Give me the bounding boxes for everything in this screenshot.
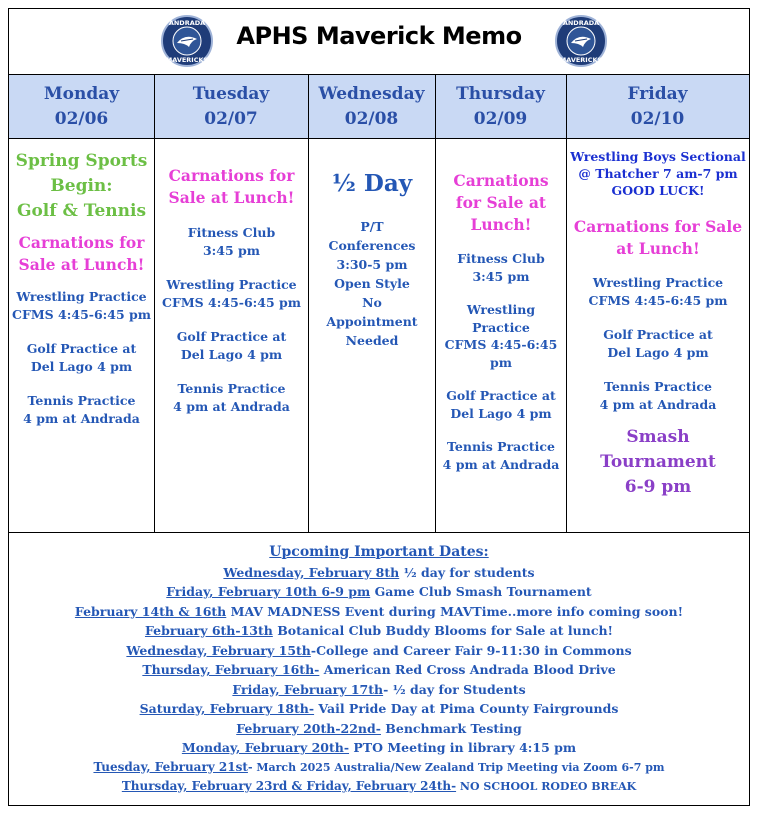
wrestling-practice [589, 274, 728, 309]
day-name: Monday [43, 83, 120, 104]
day-column-wednesday [309, 140, 435, 530]
text-line: Begin: [50, 176, 113, 196]
text-line: Carnations [453, 171, 549, 190]
spring-sports-notice [16, 149, 148, 224]
event-text: -College and Career Fair 9-11:30 in Commons [310, 642, 632, 658]
text-line: Tennis Practice [27, 393, 136, 408]
event-date: Tuesday, February 21st [93, 759, 248, 774]
text-line: Appointment [326, 314, 418, 329]
golf-practice [603, 326, 713, 361]
event-date: Friday, February 10th 6-9 pm [166, 584, 371, 599]
wrestling-practice [12, 288, 151, 323]
text-line: Wrestling Practice [166, 277, 297, 292]
text-line: 4 pm at Andrada [599, 396, 717, 412]
text-line: Sale at Lunch! [18, 255, 145, 274]
text-line: GOOD LUCK! [611, 183, 705, 198]
day-header-monday [9, 75, 154, 138]
text-line: Tennis Practice [177, 381, 286, 396]
upcoming-dates-section [9, 532, 749, 806]
event-text: - March 2025 Australia/New Zealand Trip Meeting via Zoom 6-7 pm [247, 760, 665, 774]
event-date: February 6th-13th [144, 623, 273, 638]
day-name: Thursday [456, 83, 545, 104]
text-line: Golf Practice at [26, 341, 137, 356]
text-line: for Sale at [455, 193, 547, 212]
memo-frame [8, 8, 750, 806]
text-line: Carnations for Sale [573, 217, 743, 236]
day-header-friday [566, 75, 749, 138]
upcoming-date-item [9, 777, 749, 797]
day-header-wednesday [308, 75, 435, 138]
event-text: PTO Meeting in library 4:15 pm [349, 740, 577, 755]
text-line: Carnations for [18, 233, 145, 252]
event-text: MAV MADNESS Event during MAVTime..more info coming soon! [226, 603, 684, 619]
golf-practice [446, 387, 556, 422]
day-header-tuesday [154, 75, 308, 138]
text-line: Wrestling Practice [592, 275, 724, 290]
event-text: ½ day for students [399, 564, 535, 580]
page-title: APHS Maverick Memo [236, 22, 522, 50]
text-line: Conferences [328, 238, 416, 253]
carnations-notice [453, 170, 548, 236]
day-column-friday [567, 140, 749, 530]
upcoming-date-item [9, 738, 749, 758]
text-line: 3:30-5 pm [336, 257, 408, 272]
text-line: pm [490, 354, 512, 370]
text-line: CFMS 4:45-6:45 [444, 337, 558, 352]
tennis-practice [443, 438, 560, 473]
text-line: Tennis Practice [604, 379, 712, 394]
text-line: Smash [626, 427, 690, 447]
text-line: Fitness Club [457, 251, 545, 266]
fitness-club [457, 250, 544, 285]
text-line: Wrestling [466, 302, 536, 317]
logo-text-top: ANDRADA [562, 19, 600, 27]
text-line: P/T [360, 219, 384, 234]
event-text: Vail Pride Day at Pima County Fairgrounds [314, 701, 619, 716]
upcoming-date-item [9, 641, 749, 661]
wrestling-sectional-notice [570, 148, 745, 199]
text-line: CFMS 4:45-6:45 pm [588, 292, 728, 308]
smash-tournament-notice [600, 425, 716, 500]
upcoming-dates-heading: Upcoming Important Dates: [269, 544, 489, 560]
half-day-notice: ½ Day [331, 170, 413, 197]
upcoming-date-item [9, 582, 749, 602]
event-date: Thursday, February 23rd & Friday, February 24th- [121, 779, 457, 793]
event-text: NO SCHOOL RODEO BREAK [456, 780, 637, 793]
text-line: CFMS 4:45-6:45 pm [162, 294, 301, 310]
event-date: Friday, February 17th [232, 681, 384, 697]
tennis-practice [23, 392, 140, 427]
text-line: Tennis Practice [447, 439, 555, 454]
event-date: February 20th-22nd- [236, 720, 381, 736]
text-line: Open Style [334, 276, 410, 291]
carnations-notice [19, 232, 145, 276]
text-line: Wrestling Practice [16, 289, 147, 304]
upcoming-date-item [9, 699, 749, 719]
upcoming-date-item [9, 621, 749, 641]
pt-conferences [326, 217, 417, 350]
text-line: Tournament [600, 452, 716, 472]
tennis-practice [173, 380, 290, 415]
text-line: 4 pm at Andrada [23, 410, 140, 426]
golf-practice [27, 340, 137, 375]
event-text: American Red Cross Andrada Blood Drive [319, 662, 616, 677]
event-date: February 14th & 16th [74, 603, 227, 619]
day-name: Tuesday [192, 83, 270, 104]
text-line: CFMS 4:45-6:45 pm [12, 306, 151, 322]
day-column-tuesday [155, 140, 308, 530]
event-date: Wednesday, February 15th [126, 642, 311, 658]
text-line: 3:45 pm [202, 242, 260, 258]
text-line: Del Lago 4 pm [450, 405, 552, 421]
carnations-notice [169, 165, 295, 209]
text-line: Wrestling Boys Sectional [570, 149, 746, 164]
text-line: Golf Practice at [176, 329, 287, 344]
text-line: Del Lago 4 pm [180, 346, 283, 362]
day-date: 02/09 [473, 108, 528, 129]
event-text: - ½ day for Students [383, 681, 526, 697]
day-column-thursday [436, 140, 566, 530]
text-line: Golf Practice at [446, 388, 556, 403]
text-line: No [362, 295, 382, 310]
event-text: Game Club Smash Tournament [370, 584, 592, 599]
text-line: Practice [472, 319, 530, 335]
text-line: at Lunch! [616, 239, 700, 258]
upcoming-date-item [9, 660, 749, 680]
day-header-row [9, 75, 749, 139]
golf-practice [177, 328, 287, 363]
text-line: 4 pm at Andrada [173, 398, 290, 414]
text-line: Lunch! [470, 215, 532, 234]
upcoming-date-item [9, 719, 749, 739]
text-line: Spring Sports [15, 151, 148, 171]
mavericks-logo [555, 15, 607, 67]
day-date: 02/06 [54, 108, 109, 129]
text-line: 4 pm at Andrada [442, 456, 560, 472]
text-line: Golf Practice at [603, 327, 713, 342]
logo-text-bottom: MAVERICKS [559, 56, 603, 64]
event-date: Monday, February 20th- [181, 740, 350, 755]
event-date: Wednesday, February 8th [223, 564, 400, 580]
text-line: Del Lago 4 pm [607, 344, 709, 360]
text-line: Sale at Lunch! [168, 188, 295, 207]
upcoming-date-item [9, 602, 749, 622]
upcoming-date-item [9, 758, 749, 778]
day-date: 02/10 [630, 108, 685, 129]
carnations-notice [574, 216, 742, 260]
day-name: Friday [627, 83, 688, 104]
text-line: Golf & Tennis [16, 201, 147, 221]
event-text: Botanical Club Buddy Blooms for Sale at lunch! [272, 623, 614, 638]
wrestling-practice [162, 276, 301, 311]
upcoming-date-item [9, 563, 749, 583]
event-text: Benchmark Testing [380, 720, 522, 736]
wrestling-practice [445, 301, 558, 371]
event-date: Saturday, February 18th- [139, 701, 315, 716]
text-line: Del Lago 4 pm [30, 358, 133, 374]
text-line: @ Thatcher 7 am-7 pm [578, 166, 738, 181]
tennis-practice [600, 378, 717, 413]
event-date: Thursday, February 16th- [142, 662, 320, 677]
day-date: 02/07 [204, 108, 258, 129]
memo-header [9, 9, 749, 75]
fitness-club [188, 224, 275, 259]
text-line: Needed [345, 333, 399, 348]
upcoming-date-item [9, 680, 749, 700]
text-line: 6-9 pm [624, 477, 692, 497]
day-name: Wednesday [318, 83, 425, 104]
logo-text-top: ANDRADA [168, 19, 206, 27]
day-date: 02/08 [344, 108, 399, 129]
day-column-monday [9, 140, 154, 530]
logo-text-bottom: MAVERICKS [165, 56, 209, 64]
text-line: 3:45 pm [472, 268, 530, 284]
day-header-thursday [435, 75, 566, 138]
text-line: Fitness Club [187, 225, 276, 240]
text-line: Carnations for [168, 166, 295, 185]
